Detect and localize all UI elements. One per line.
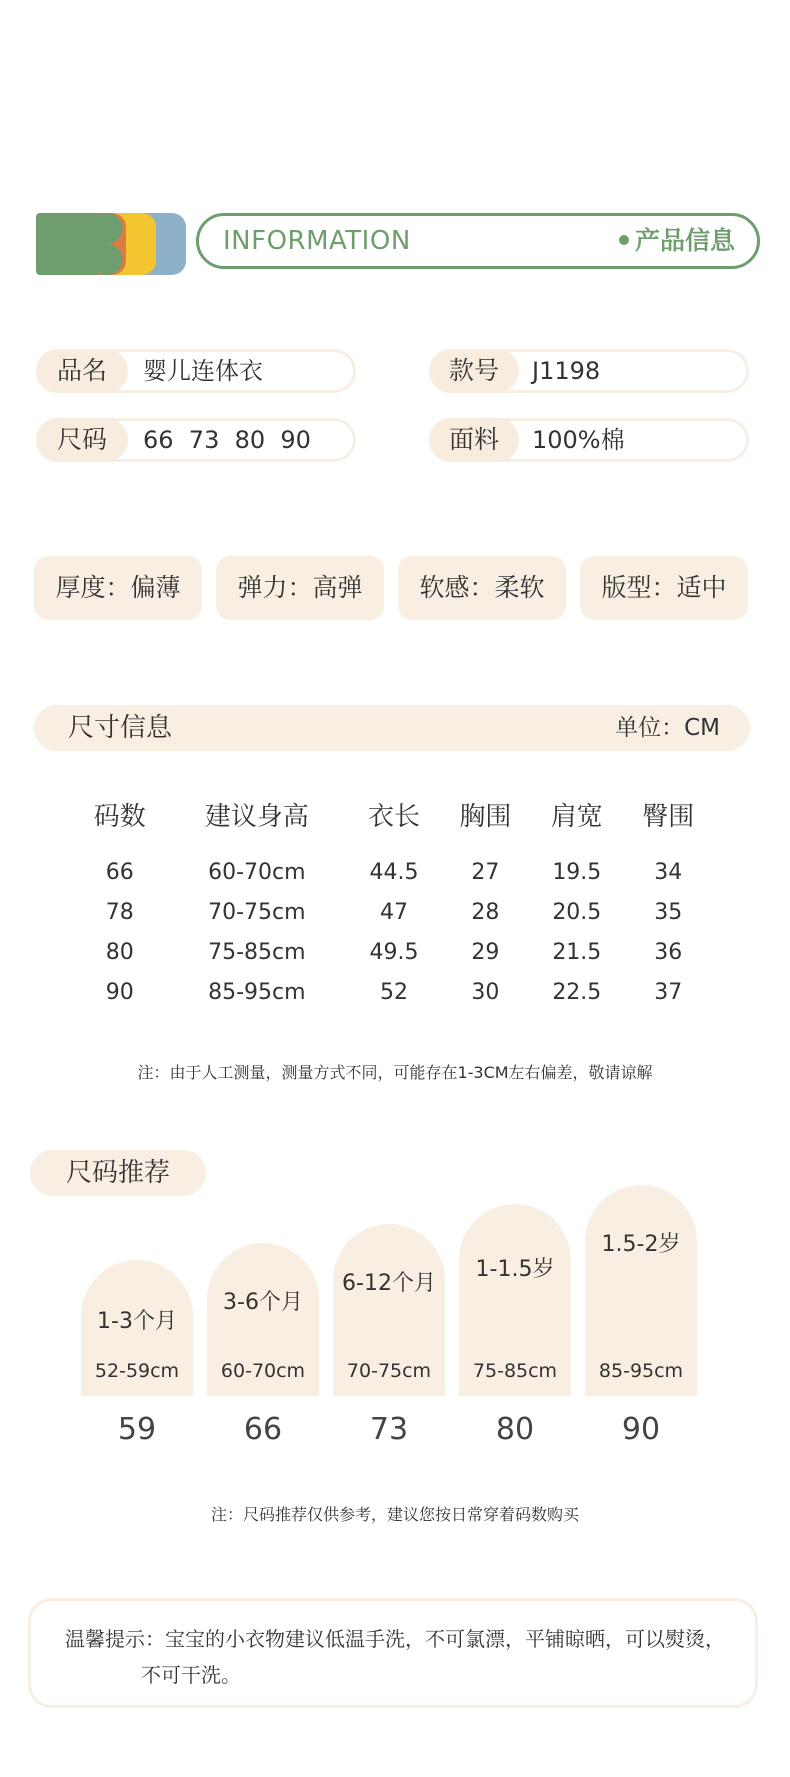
table-header: 衣长: [367, 801, 420, 832]
table-cell: 44.5: [369, 859, 419, 885]
table-row: [74, 932, 714, 972]
dot-icon: [619, 235, 629, 245]
table-header: 码数: [93, 801, 146, 832]
table-cell: 22.5: [552, 979, 602, 1005]
table-row: [74, 838, 714, 892]
table-header-row: [74, 790, 714, 838]
table-header: 臀围: [642, 801, 695, 832]
size-info-title: 尺寸信息: [68, 713, 173, 743]
table-cell: 30: [471, 979, 500, 1005]
recommend-range: 70-75cm: [346, 1360, 432, 1382]
table-cell: 60-70cm: [208, 859, 306, 885]
recommend-age: 3-6个月: [223, 1290, 303, 1315]
recommend-range: 60-70cm: [220, 1360, 306, 1382]
product-name-value: 婴儿连体衣: [143, 357, 263, 385]
table-cell: 78: [105, 899, 134, 925]
recommend-age: 1-3个月: [97, 1309, 177, 1334]
table-cell: 37: [654, 979, 683, 1005]
table-header: 肩宽: [550, 801, 603, 832]
size-table: [74, 790, 714, 1012]
recommend-arch-2: [207, 1243, 319, 1396]
table-cell: 66: [105, 859, 134, 885]
table-row: [74, 892, 714, 932]
table-header: 胸围: [459, 801, 512, 832]
measurement-note: 注：由于人工测量，测量方式不同，可能存在1-3CM左右偏差，敬请谅解: [137, 1063, 653, 1082]
table-cell: 52: [379, 979, 408, 1005]
recommend-age: 1.5-2岁: [601, 1232, 681, 1257]
table-cell: 35: [654, 899, 683, 925]
recommend-note: 注：尺码推荐仅供参考，建议您按日常穿着码数购买: [210, 1505, 579, 1524]
recommend-size: 90: [621, 1412, 661, 1447]
recommend-age: 6-12个月: [342, 1271, 436, 1296]
table-cell: 29: [471, 939, 500, 965]
product-code-label: 款号: [429, 349, 519, 393]
product-fabric-field: [429, 418, 749, 462]
size-recommend-title: 尺码推荐: [30, 1150, 206, 1196]
product-fabric-label: 面料: [429, 418, 519, 462]
table-cell: 80: [105, 939, 134, 965]
brand-logo: [36, 213, 186, 275]
table-row: [74, 972, 714, 1012]
attribute-softness: 软感：柔软: [398, 556, 566, 620]
recommend-size: 73: [369, 1412, 409, 1447]
care-tip-line2: 不可干洗。: [141, 1663, 241, 1687]
attribute-fit: 版型：适中: [580, 556, 748, 620]
table-cell: 19.5: [552, 859, 602, 885]
table-header: 建议身高: [204, 801, 309, 832]
care-tip-line1: 温馨提示：宝宝的小衣物建议低温手洗，不可氯漂，平铺晾晒，可以熨烫，: [65, 1627, 725, 1651]
table-cell: 85-95cm: [208, 979, 306, 1005]
product-size-field: [36, 418, 356, 462]
recommend-age: 1-1.5岁: [475, 1257, 555, 1282]
size-info-unit: 单位：CM: [615, 715, 720, 741]
care-tip-box: [28, 1598, 758, 1708]
product-name-label: 品名: [36, 349, 128, 393]
recommend-size: 66: [243, 1412, 283, 1447]
product-code-field: [429, 349, 749, 393]
table-cell: 20.5: [552, 899, 602, 925]
recommend-size: 80: [495, 1412, 535, 1447]
product-code-value: J1198: [532, 357, 601, 385]
size-info-header: [34, 705, 750, 751]
product-name-field: [36, 349, 356, 393]
attribute-thickness: 厚度：偏薄: [34, 556, 202, 620]
table-cell: 21.5: [552, 939, 602, 965]
table-cell: 49.5: [369, 939, 419, 965]
table-cell: 70-75cm: [208, 899, 306, 925]
table-cell: 75-85cm: [208, 939, 306, 965]
product-fabric-value: 100%棉: [532, 426, 625, 454]
table-cell: 36: [654, 939, 683, 965]
table-cell: 28: [471, 899, 500, 925]
recommend-range: 75-85cm: [472, 1360, 558, 1382]
recommend-range: 85-95cm: [598, 1360, 684, 1382]
information-title: INFORMATION: [223, 226, 411, 256]
product-info-label: 产品信息: [619, 216, 735, 266]
table-cell: 27: [471, 859, 500, 885]
product-size-value: 66 73 80 90: [143, 426, 311, 454]
table-cell: 90: [105, 979, 134, 1005]
recommend-arch-3: [333, 1224, 445, 1396]
attribute-elasticity: 弹力：高弹: [216, 556, 384, 620]
information-banner: [196, 213, 760, 269]
product-size-label: 尺码: [36, 418, 128, 462]
recommend-size: 59: [117, 1412, 157, 1447]
recommend-arch-5: [585, 1185, 697, 1396]
recommend-arch-4: [459, 1204, 571, 1396]
table-cell: 47: [379, 899, 408, 925]
recommend-range: 52-59cm: [94, 1360, 180, 1382]
table-cell: 34: [654, 859, 683, 885]
recommend-arch-1: [81, 1260, 193, 1396]
